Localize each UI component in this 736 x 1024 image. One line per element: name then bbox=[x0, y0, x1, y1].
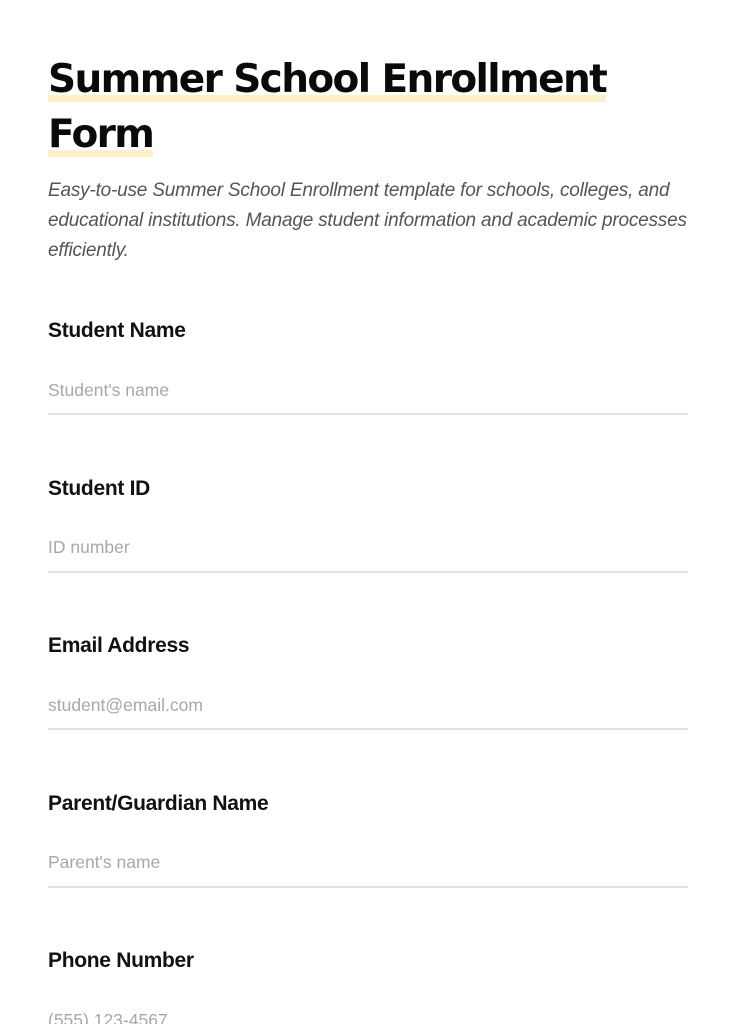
parent-guardian-name-label: Parent/Guardian Name bbox=[48, 791, 269, 815]
student-name-input[interactable] bbox=[48, 377, 688, 415]
student-id-label: Student ID bbox=[48, 476, 150, 500]
student-id-input[interactable] bbox=[48, 535, 688, 573]
phone-number-input[interactable] bbox=[48, 1007, 688, 1024]
field-student-name bbox=[48, 318, 688, 476]
form-title bbox=[48, 52, 628, 162]
field-email-address bbox=[48, 633, 688, 791]
field-phone-number bbox=[48, 948, 688, 1024]
email-address-label: Email Address bbox=[48, 634, 190, 657]
phone-number-label: Phone Number bbox=[48, 949, 194, 972]
form-description: Easy-to-use Summer School Enrollment template for schools, colleges, and educational institutions. Manage student information and academic processes efficiently. bbox=[48, 180, 687, 261]
form-fields bbox=[48, 318, 688, 1024]
field-student-id bbox=[48, 476, 688, 634]
student-name-label: Student Name bbox=[48, 319, 186, 342]
parent-guardian-name-input[interactable] bbox=[48, 850, 688, 888]
email-address-input[interactable] bbox=[48, 692, 688, 730]
form-title-text: Summer School Enrollment Form bbox=[48, 57, 607, 157]
field-parent-guardian-name bbox=[48, 791, 688, 949]
